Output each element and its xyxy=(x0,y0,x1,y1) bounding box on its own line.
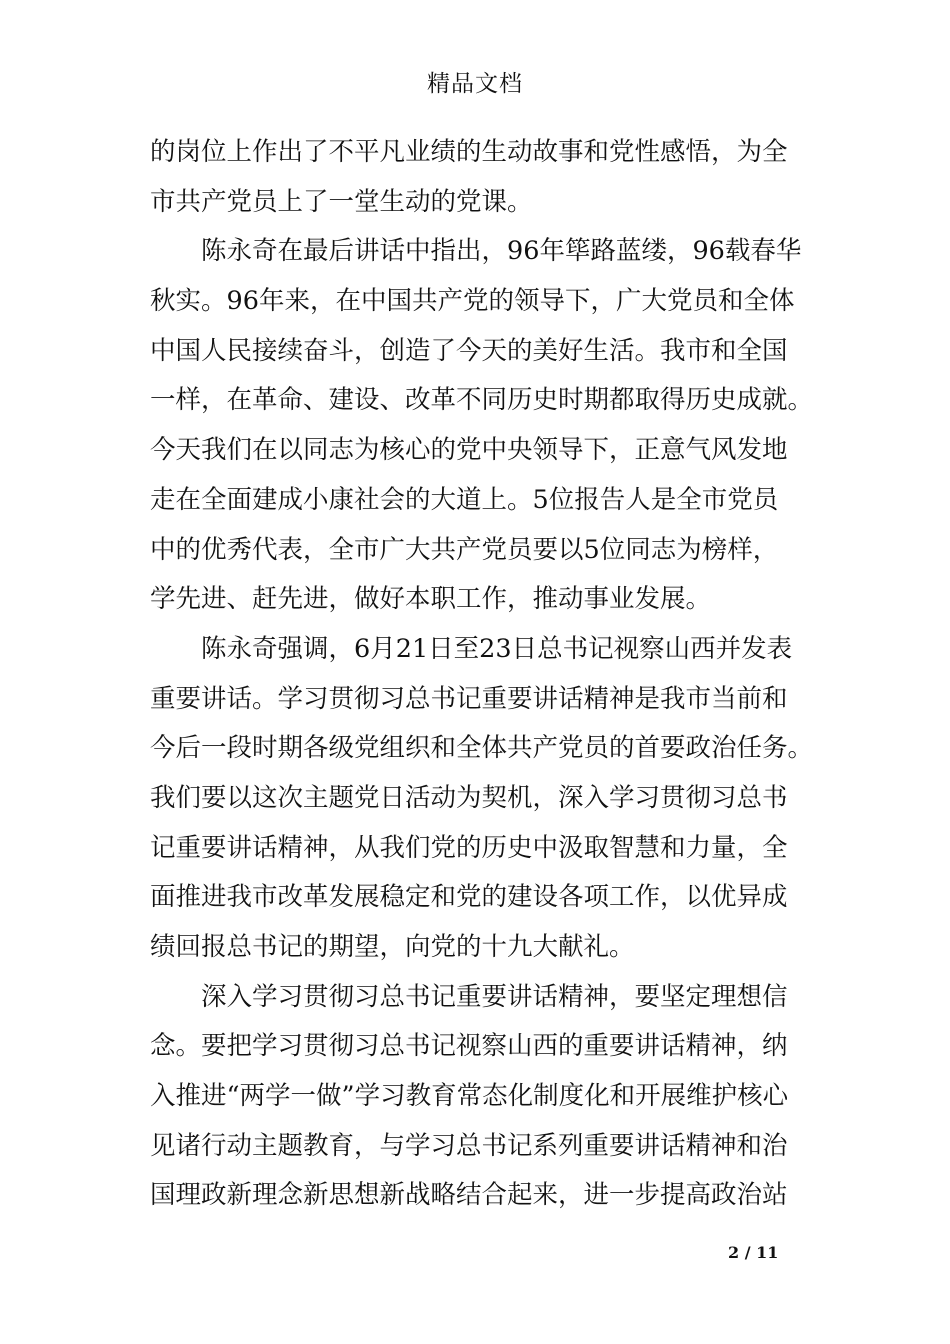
text-line: 学先进、赶先进，做好本职工作，推动事业发展。 xyxy=(150,584,712,615)
text-line: 念。要把学习贯彻习总书记视察山西的重要讲话精神，纳 xyxy=(150,1031,788,1062)
text-line: 一样，在革命、建设、改革不同历史时期都取得历史成就。 xyxy=(150,385,814,416)
text-line: 国理政新理念新思想新战略结合起来，进一步提高政治站 xyxy=(150,1180,788,1211)
text-line: 陈永奇在最后讲话中指出，96年筚路蓝缕，96载春华 xyxy=(150,236,802,267)
text-line: 绩回报总书记的期望，向党的十九大献礼。 xyxy=(150,932,635,962)
text-line: 深入学习贯彻习总书记重要讲话精神，要坚定理想信 xyxy=(150,981,788,1012)
text-line: 今后一段时期各级党组织和全体共产党员的首要政治任务。 xyxy=(150,733,814,764)
text-line: 市共产党员上了一堂生动的党课。 xyxy=(150,186,533,217)
text-line: 重要讲话。学习贯彻习总书记重要讲话精神是我市当前和 xyxy=(150,683,788,714)
text-line: 的岗位上作出了不平凡业绩的生动故事和党性感悟，为全 xyxy=(150,137,788,167)
document-body xyxy=(150,128,814,1221)
text-line: 入推进“两学一做”学习教育常态化制度化和开展维护核心 xyxy=(150,1081,789,1112)
text-line: 陈永奇强调，6月21日至23日总书记视察山西并发表 xyxy=(150,633,793,664)
text-line: 我们要以这次主题党日活动为契机，深入学习贯彻习总书 xyxy=(150,782,788,813)
text-line: 面推进我市改革发展稳定和党的建设各项工作，以优异成 xyxy=(150,882,788,913)
text-line: 秋实。96年来，在中国共产党的领导下，广大党员和全体 xyxy=(150,286,795,317)
page-header-title: 精品文档 xyxy=(427,71,523,97)
text-line: 中的优秀代表，全市广大共产党员要以5位同志为榜样， xyxy=(150,534,779,565)
text-line: 中国人民接续奋斗，创造了今天的美好生活。我市和全国 xyxy=(150,335,788,366)
text-line: 记重要讲话精神，从我们党的历史中汲取智慧和力量，全 xyxy=(150,832,788,863)
text-line: 走在全面建成小康社会的大道上。5位报告人是全市党员 xyxy=(150,484,779,515)
text-line: 见诸行动主题教育，与学习总书记系列重要讲话精神和治 xyxy=(150,1130,788,1161)
page-number: 2 / 11 xyxy=(728,1243,779,1262)
text-line: 今天我们在以同志为核心的党中央领导下，正意气风发地 xyxy=(150,435,788,466)
